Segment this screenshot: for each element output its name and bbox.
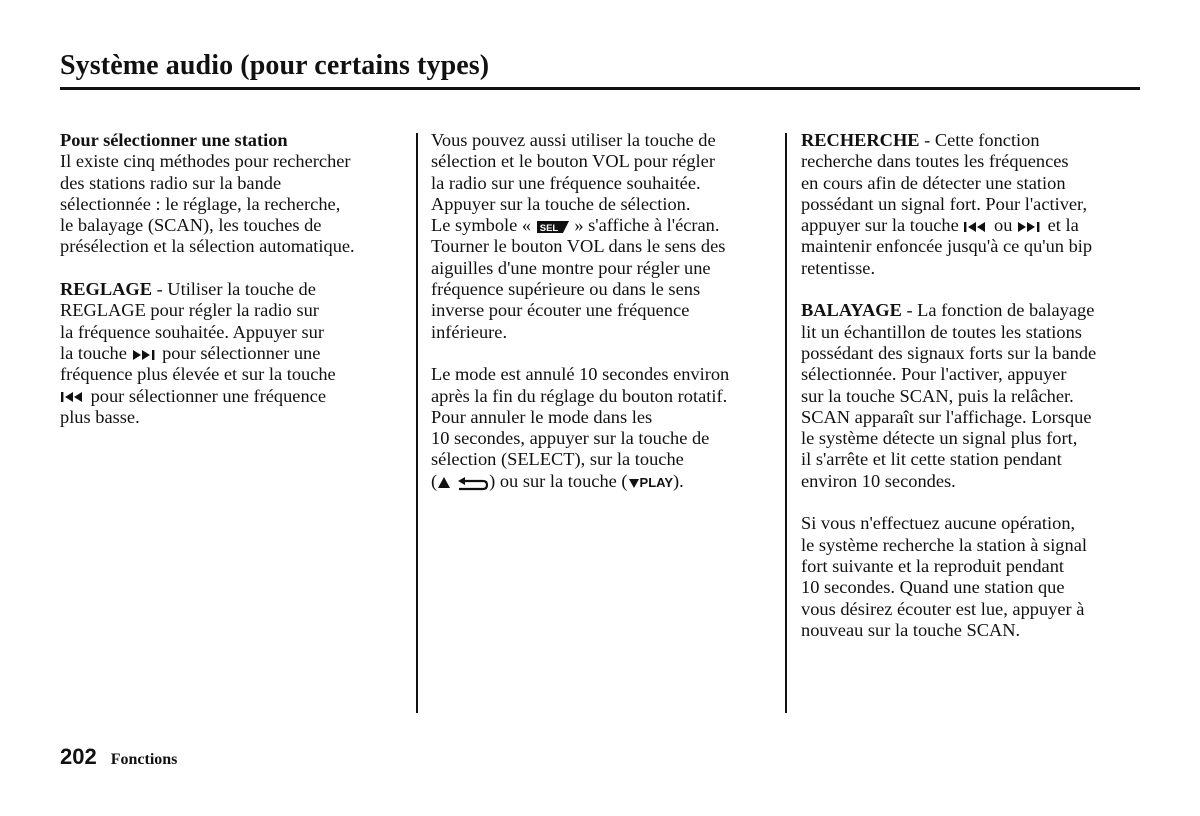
- column-2: [431, 130, 781, 493]
- svg-text:SEL: SEL: [539, 222, 558, 234]
- text-line: Si vous n'effectuez aucune opération,: [801, 513, 1076, 534]
- text-line: 10 secondes, appuyer sur la touche de: [431, 428, 710, 449]
- text-line: sélectionnée. Pour l'activer, appuyer: [801, 364, 1067, 385]
- column-divider: [416, 133, 418, 713]
- down-arrow-icon: [628, 477, 640, 489]
- text-line: maintenir enfoncée jusqu'à ce qu'un bip: [801, 236, 1093, 257]
- text-line: la fréquence souhaitée. Appuyer sur: [60, 321, 325, 342]
- text-line: Le symbole « SEL » s'affiche à l'écran.: [431, 215, 720, 236]
- text-line: des stations radio sur la bande: [60, 172, 282, 193]
- text-line: sélection et le bouton VOL pour régler: [431, 151, 715, 172]
- section-heading: Pour sélectionner une station: [60, 130, 288, 150]
- text-line: environ 10 secondes.: [801, 470, 956, 491]
- text-line: ( ) ou sur la touche ( PLAY).: [431, 470, 684, 491]
- text-line: retentisse.: [801, 257, 876, 278]
- text-line: possédant des signaux forts sur la bande: [801, 342, 1097, 363]
- page-number: 202: [60, 744, 97, 769]
- up-return-icon: [437, 475, 489, 491]
- text-line: SCAN apparaît sur l'affichage. Lorsque: [801, 406, 1092, 427]
- text-line: la touche pour sélectionner une: [60, 342, 321, 363]
- text-line: Appuyer sur la touche de sélection.: [431, 193, 691, 214]
- text-line: sélectionnée : le réglage, la recherche,: [60, 193, 341, 214]
- skip-forward-icon: [1017, 221, 1043, 233]
- column-1: [60, 130, 410, 428]
- column-3: [801, 130, 1146, 641]
- text-line: inverse pour écouter une fréquence: [431, 300, 690, 321]
- term-balayage: BALAYAGE: [801, 300, 902, 321]
- text-line: REGLAGE pour régler la radio sur: [60, 300, 319, 321]
- text-line: fréquence supérieure ou dans le sens: [431, 279, 701, 300]
- text-line: RECHERCHE - Cette fonction: [801, 130, 1040, 150]
- skip-back-icon: [963, 221, 989, 233]
- text-line: la radio sur une fréquence souhaitée.: [431, 172, 701, 193]
- text-line: REGLAGE - Utiliser la touche de: [60, 279, 316, 300]
- text-line: Tourner le bouton VOL dans le sens des: [431, 236, 726, 257]
- text-line: plus basse.: [60, 406, 140, 427]
- column-divider: [785, 133, 787, 713]
- page-footer: [60, 744, 177, 770]
- text-line: il s'arrête et lit cette station pendant: [801, 449, 1062, 470]
- text-line: le système recherche la station à signal: [801, 534, 1087, 555]
- text-line: appuyer sur la touche ou et la: [801, 215, 1079, 236]
- text-line: vous désirez écouter est lue, appuyer à: [801, 598, 1085, 619]
- text-line: pour sélectionner une fréquence: [60, 386, 410, 407]
- term-recherche: RECHERCHE: [801, 130, 920, 150]
- text-line: BALAYAGE - La fonction de balayage: [801, 300, 1095, 321]
- skip-back-icon: [60, 391, 86, 403]
- text-line: inférieure.: [431, 321, 508, 342]
- section-name: Fonctions: [110, 751, 178, 768]
- text-line: possédant un signal fort. Pour l'activer,: [801, 193, 1088, 214]
- text-line: sur la touche SCAN, puis la relâcher.: [801, 385, 1074, 406]
- title-divider: [60, 87, 1140, 90]
- text-line: le système détecte un signal plus fort,: [801, 428, 1078, 449]
- play-label: PLAY: [639, 474, 674, 490]
- text-line: Il existe cinq méthodes pour rechercher: [60, 151, 351, 172]
- text-line: en cours afin de détecter une station: [801, 172, 1066, 193]
- sel-symbol-icon: [536, 220, 570, 234]
- text-line: Pour annuler le mode dans les: [431, 406, 653, 427]
- text-line: fréquence plus élevée et sur la touche: [60, 364, 336, 385]
- text-line: 10 secondes. Quand une station que: [801, 577, 1065, 598]
- term-reglage: REGLAGE: [60, 279, 152, 300]
- text-line: fort suivante et la reproduit pendant: [801, 555, 1065, 576]
- text-line: Le mode est annulé 10 secondes environ: [431, 364, 730, 385]
- text-line: présélection et la sélection automatique.: [60, 236, 355, 257]
- text-line: recherche dans toutes les fréquences: [801, 151, 1069, 172]
- text-line: aiguilles d'une montre pour régler une: [431, 257, 711, 278]
- text-line: nouveau sur la touche SCAN.: [801, 619, 1021, 640]
- page-title: Système audio (pour certains types): [60, 50, 490, 81]
- skip-forward-icon: [132, 349, 158, 361]
- text-line: le balayage (SCAN), les touches de: [60, 215, 322, 236]
- text-line: lit un échantillon de toutes les stations: [801, 321, 1082, 342]
- text-line: Vous pouvez aussi utiliser la touche de: [431, 130, 716, 150]
- text-line: sélection (SELECT), sur la touche: [431, 449, 684, 470]
- text-line: après la fin du réglage du bouton rotatif.: [431, 385, 728, 406]
